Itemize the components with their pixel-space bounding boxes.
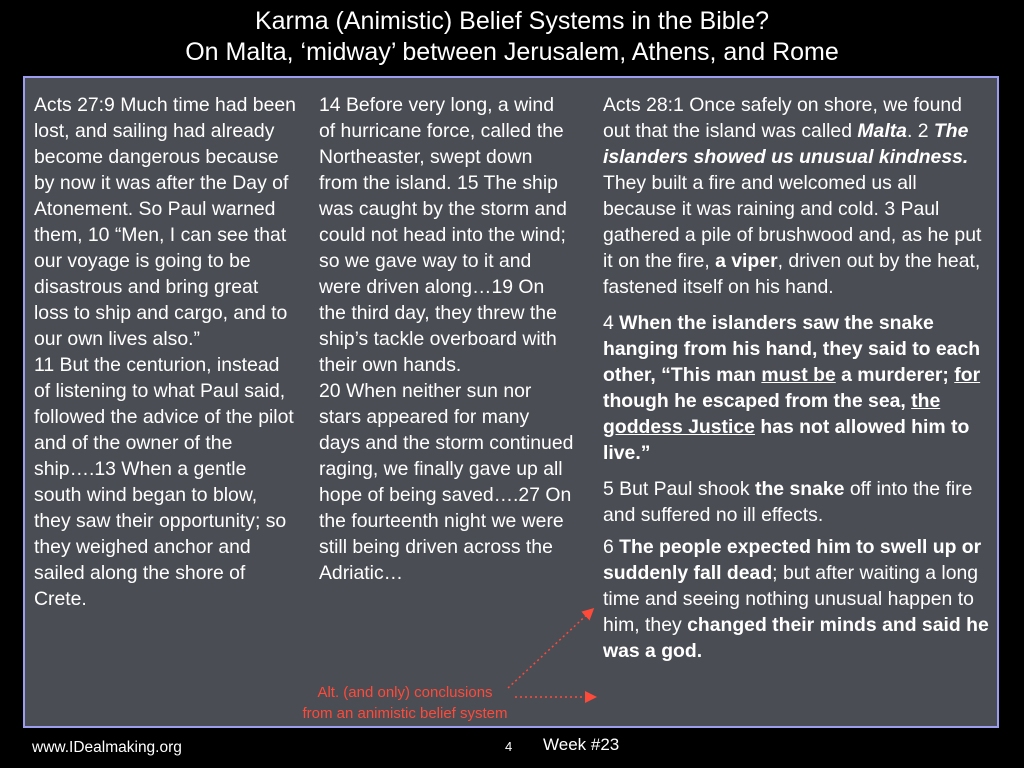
col3-paragraph-1: Acts 28:1 Once safely on shore, we found out that the island was called Malta. 2 The islanders showed us unusual kindness. They built a fire and welcomed us all because it was raining and cold. 3 Paul gathered a pile of brushwood and, as he put it on the fire, a viper, driven out by the heat, fastened itself on his hand. xyxy=(603,94,982,298)
annotation-line-2: from an animistic belief system xyxy=(302,705,508,722)
col2-paragraph-1: 14 Before very long, a wind of hurricane force, called the Northeaster, swept down from the island. 15 The ship was caught by the storm and could not head into the wind; so we gave way to it and were driven along…19 On the third day, they threw the ship’s tackle overboard with their own hands. xyxy=(319,94,567,376)
title-line-1: Karma (Animistic) Belief Systems in the Bible? xyxy=(254,7,770,35)
col3-paragraph-3: 5 But Paul shook the snake off into the fire and suffered no ill effects. xyxy=(603,478,973,526)
footer-week-label: Week #23 xyxy=(543,735,620,754)
footer-page-number: 4 xyxy=(505,739,513,754)
col2-paragraph-2: 20 When neither sun nor stars appeared for many days and the storm continued raging, we finally gave up all hope of being saved….27 On the fourteenth night we were still being driven across the Adriatic… xyxy=(319,380,574,584)
footer-website: www.IDealmaking.org xyxy=(32,739,182,756)
title-line-2: On Malta, ‘midway’ between Jerusalem, Athens, and Rome xyxy=(185,38,839,66)
col3-paragraph-4: 6 The people expected him to swell up or suddenly fall dead; but after waiting a long time and seeing nothing unusual happen to him, they changed their minds and said he was a god. xyxy=(603,536,989,662)
arrow-to-verse-4 xyxy=(508,610,592,688)
col1-paragraph-2: 11 But the centurion, instead of listening to what Paul said, followed the advice of the pilot and of the owner of the ship….13 When a gentle south wind began to blow, they saw their opportunity; so they weighed anchor and sailed along the shore of Crete. xyxy=(34,354,294,610)
col3-paragraph-2: 4 When the islanders saw the snake hanging from his hand, they said to each other, “This man must be a murderer; for though he escaped from the sea, the goddess Justice has not allowed him to live.” xyxy=(603,312,981,464)
annotation-line-1: Alt. (and only) conclusions xyxy=(317,684,493,701)
col1-paragraph-1: Acts 27:9 Much time had been lost, and sailing had already become dangerous because by now it was after the Day of Atonement. So Paul warned them, 10 “Men, I can see that our voyage is going to be disastrous and bring great loss to ship and cargo, and to our own lives also.” xyxy=(34,94,296,350)
